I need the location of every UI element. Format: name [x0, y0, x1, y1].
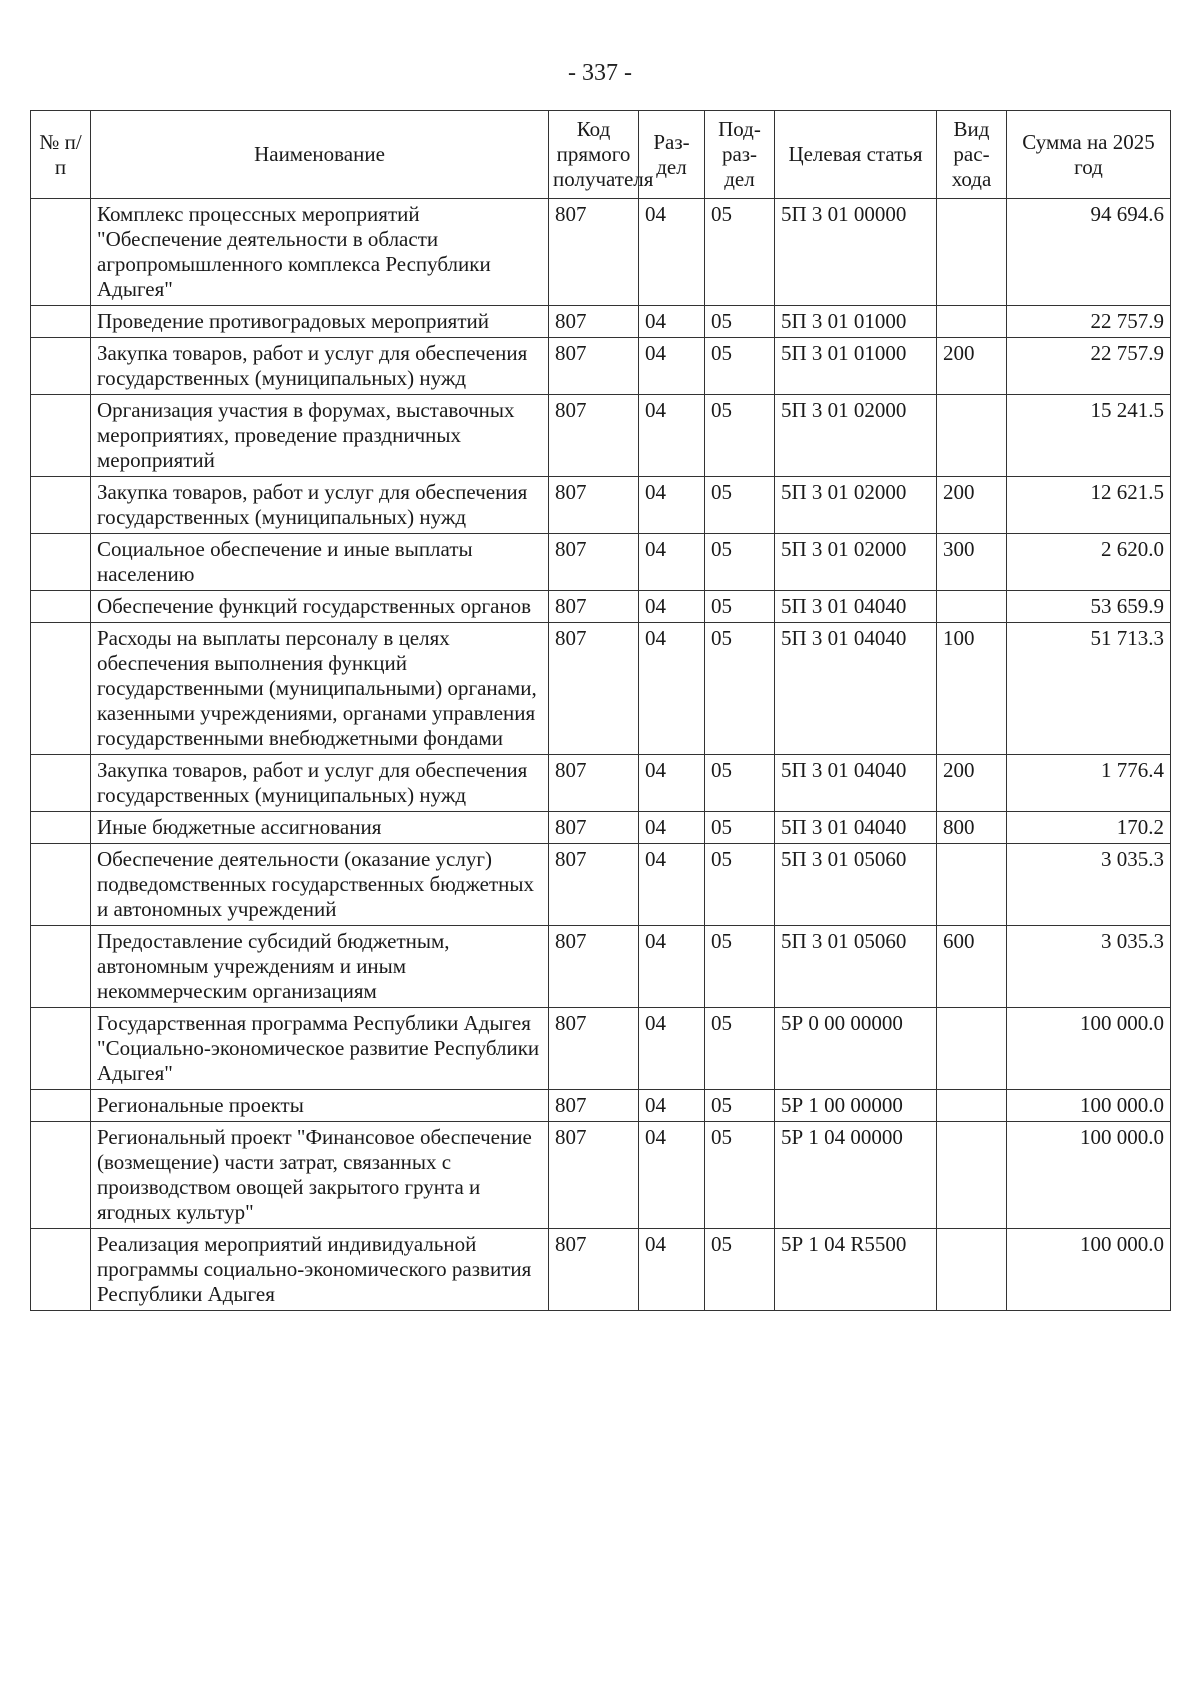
cell-recipient: 807 [549, 306, 639, 338]
cell-num [31, 395, 91, 477]
cell-expense [937, 395, 1007, 477]
cell-recipient: 807 [549, 1008, 639, 1090]
cell-expense [937, 844, 1007, 926]
table-row [31, 1229, 1171, 1311]
cell-amount: 22 757.9 [1007, 306, 1171, 338]
cell-article: 5П 3 01 04040 [775, 812, 937, 844]
cell-subsection: 05 [705, 844, 775, 926]
header-num: № п/п [31, 111, 91, 199]
cell-num [31, 844, 91, 926]
page-number: - 337 - [568, 60, 632, 86]
cell-name: Закупка товаров, работ и услуг для обеспечения государственных (муниципальных) нужд [91, 338, 549, 395]
cell-amount: 100 000.0 [1007, 1090, 1171, 1122]
header-name: Наименование [91, 111, 549, 199]
cell-num [31, 591, 91, 623]
table-row [31, 812, 1171, 844]
cell-recipient: 807 [549, 1229, 639, 1311]
cell-article: 5П 3 01 02000 [775, 477, 937, 534]
cell-name: Обеспечение функций государственных органов [91, 591, 549, 623]
table-header-row [31, 111, 1171, 199]
cell-expense [937, 591, 1007, 623]
cell-article: 5П 3 01 04040 [775, 591, 937, 623]
cell-subsection: 05 [705, 1229, 775, 1311]
cell-section: 04 [639, 1122, 705, 1229]
cell-article: 5П 3 01 00000 [775, 199, 937, 306]
cell-name: Закупка товаров, работ и услуг для обеспечения государственных (муниципальных) нужд [91, 477, 549, 534]
cell-subsection: 05 [705, 926, 775, 1008]
table-row [31, 926, 1171, 1008]
budget-sheet [30, 110, 1170, 1650]
cell-name: Организация участия в форумах, выставочных мероприятиях, проведение праздничных мероприятий [91, 395, 549, 477]
cell-expense [937, 1008, 1007, 1090]
cell-article: 5Р 1 04 00000 [775, 1122, 937, 1229]
cell-recipient: 807 [549, 395, 639, 477]
header-subsection: Под-раз-дел [705, 111, 775, 199]
cell-recipient: 807 [549, 623, 639, 755]
cell-name: Реализация мероприятий индивидуальной программы социально-экономического развития Республики Адыгея [91, 1229, 549, 1311]
cell-section: 04 [639, 534, 705, 591]
cell-num [31, 623, 91, 755]
cell-amount: 22 757.9 [1007, 338, 1171, 395]
cell-amount: 94 694.6 [1007, 199, 1171, 306]
cell-amount: 100 000.0 [1007, 1008, 1171, 1090]
cell-expense: 200 [937, 755, 1007, 812]
cell-article: 5П 3 01 02000 [775, 395, 937, 477]
cell-section: 04 [639, 199, 705, 306]
cell-section: 04 [639, 926, 705, 1008]
table-row [31, 1090, 1171, 1122]
table-row [31, 623, 1171, 755]
cell-recipient: 807 [549, 1122, 639, 1229]
cell-article: 5Р 1 00 00000 [775, 1090, 937, 1122]
cell-amount: 1 776.4 [1007, 755, 1171, 812]
cell-section: 04 [639, 755, 705, 812]
table-row [31, 534, 1171, 591]
cell-section: 04 [639, 591, 705, 623]
cell-expense [937, 1229, 1007, 1311]
cell-num [31, 926, 91, 1008]
header-section: Раз-дел [639, 111, 705, 199]
cell-recipient: 807 [549, 338, 639, 395]
header-expense: Вид рас-хода [937, 111, 1007, 199]
cell-recipient: 807 [549, 199, 639, 306]
cell-subsection: 05 [705, 1122, 775, 1229]
cell-section: 04 [639, 306, 705, 338]
cell-article: 5Р 0 00 00000 [775, 1008, 937, 1090]
header-amount: Сумма на 2025 год [1007, 111, 1171, 199]
cell-subsection: 05 [705, 338, 775, 395]
cell-num [31, 1008, 91, 1090]
cell-name: Предоставление субсидий бюджетным, автономным учреждениям и иным некоммерческим организациям [91, 926, 549, 1008]
cell-amount: 12 621.5 [1007, 477, 1171, 534]
cell-section: 04 [639, 623, 705, 755]
cell-expense: 600 [937, 926, 1007, 1008]
header-article: Целевая статья [775, 111, 937, 199]
cell-amount: 3 035.3 [1007, 926, 1171, 1008]
table-row [31, 477, 1171, 534]
table-row [31, 395, 1171, 477]
cell-recipient: 807 [549, 812, 639, 844]
cell-num [31, 1090, 91, 1122]
cell-name: Расходы на выплаты персоналу в целях обеспечения выполнения функций государственными (муниципальными) органами, казенными учреждениями, органами управления государственными внебюджетными фондами [91, 623, 549, 755]
cell-section: 04 [639, 1090, 705, 1122]
table-row [31, 199, 1171, 306]
cell-section: 04 [639, 395, 705, 477]
cell-name: Комплекс процессных мероприятий "Обеспечение деятельности в области агропромышленного комплекса Республики Адыгея" [91, 199, 549, 306]
cell-article: 5П 3 01 02000 [775, 534, 937, 591]
cell-name: Проведение противоградовых мероприятий [91, 306, 549, 338]
cell-expense: 100 [937, 623, 1007, 755]
cell-article: 5П 3 01 05060 [775, 844, 937, 926]
cell-subsection: 05 [705, 755, 775, 812]
cell-section: 04 [639, 844, 705, 926]
cell-num [31, 755, 91, 812]
cell-amount: 2 620.0 [1007, 534, 1171, 591]
cell-amount: 53 659.9 [1007, 591, 1171, 623]
cell-num [31, 306, 91, 338]
cell-recipient: 807 [549, 844, 639, 926]
table-row [31, 844, 1171, 926]
cell-subsection: 05 [705, 477, 775, 534]
cell-recipient: 807 [549, 591, 639, 623]
cell-expense [937, 199, 1007, 306]
cell-num [31, 812, 91, 844]
table-row [31, 591, 1171, 623]
table-row [31, 306, 1171, 338]
budget-table [30, 110, 1171, 1311]
cell-name: Закупка товаров, работ и услуг для обеспечения государственных (муниципальных) нужд [91, 755, 549, 812]
cell-section: 04 [639, 1008, 705, 1090]
cell-subsection: 05 [705, 395, 775, 477]
cell-amount: 51 713.3 [1007, 623, 1171, 755]
cell-expense [937, 1122, 1007, 1229]
cell-amount: 100 000.0 [1007, 1122, 1171, 1229]
cell-subsection: 05 [705, 199, 775, 306]
cell-name: Государственная программа Республики Адыгея "Социально-экономическое развитие Республики Адыгея" [91, 1008, 549, 1090]
cell-subsection: 05 [705, 812, 775, 844]
cell-recipient: 807 [549, 926, 639, 1008]
cell-subsection: 05 [705, 1090, 775, 1122]
cell-amount: 100 000.0 [1007, 1229, 1171, 1311]
cell-section: 04 [639, 812, 705, 844]
cell-num [31, 477, 91, 534]
cell-expense: 200 [937, 338, 1007, 395]
cell-subsection: 05 [705, 534, 775, 591]
cell-article: 5П 3 01 04040 [775, 755, 937, 812]
header-recipient: Код прямого получателя [549, 111, 639, 199]
cell-article: 5П 3 01 04040 [775, 623, 937, 755]
cell-section: 04 [639, 477, 705, 534]
cell-recipient: 807 [549, 755, 639, 812]
cell-expense [937, 1090, 1007, 1122]
cell-article: 5П 3 01 01000 [775, 306, 937, 338]
table-row [31, 755, 1171, 812]
cell-amount: 15 241.5 [1007, 395, 1171, 477]
table-row [31, 1122, 1171, 1229]
cell-section: 04 [639, 338, 705, 395]
cell-subsection: 05 [705, 1008, 775, 1090]
cell-amount: 3 035.3 [1007, 844, 1171, 926]
cell-expense: 200 [937, 477, 1007, 534]
cell-num [31, 534, 91, 591]
cell-num [31, 338, 91, 395]
cell-expense: 800 [937, 812, 1007, 844]
cell-num [31, 1122, 91, 1229]
cell-subsection: 05 [705, 306, 775, 338]
cell-name: Социальное обеспечение и иные выплаты населению [91, 534, 549, 591]
cell-article: 5П 3 01 05060 [775, 926, 937, 1008]
cell-expense [937, 306, 1007, 338]
cell-subsection: 05 [705, 623, 775, 755]
cell-num [31, 199, 91, 306]
cell-name: Иные бюджетные ассигнования [91, 812, 549, 844]
cell-amount: 170.2 [1007, 812, 1171, 844]
cell-num [31, 1229, 91, 1311]
cell-recipient: 807 [549, 477, 639, 534]
cell-name: Региональный проект "Финансовое обеспечение (возмещение) части затрат, связанных с производством овощей закрытого грунта и ягодных культур" [91, 1122, 549, 1229]
cell-recipient: 807 [549, 534, 639, 591]
cell-article: 5Р 1 04 R5500 [775, 1229, 937, 1311]
cell-subsection: 05 [705, 591, 775, 623]
cell-name: Региональные проекты [91, 1090, 549, 1122]
cell-name: Обеспечение деятельности (оказание услуг) подведомственных государственных бюджетных и автономных учреждений [91, 844, 549, 926]
cell-expense: 300 [937, 534, 1007, 591]
cell-section: 04 [639, 1229, 705, 1311]
table-row [31, 338, 1171, 395]
cell-article: 5П 3 01 01000 [775, 338, 937, 395]
table-row [31, 1008, 1171, 1090]
cell-recipient: 807 [549, 1090, 639, 1122]
